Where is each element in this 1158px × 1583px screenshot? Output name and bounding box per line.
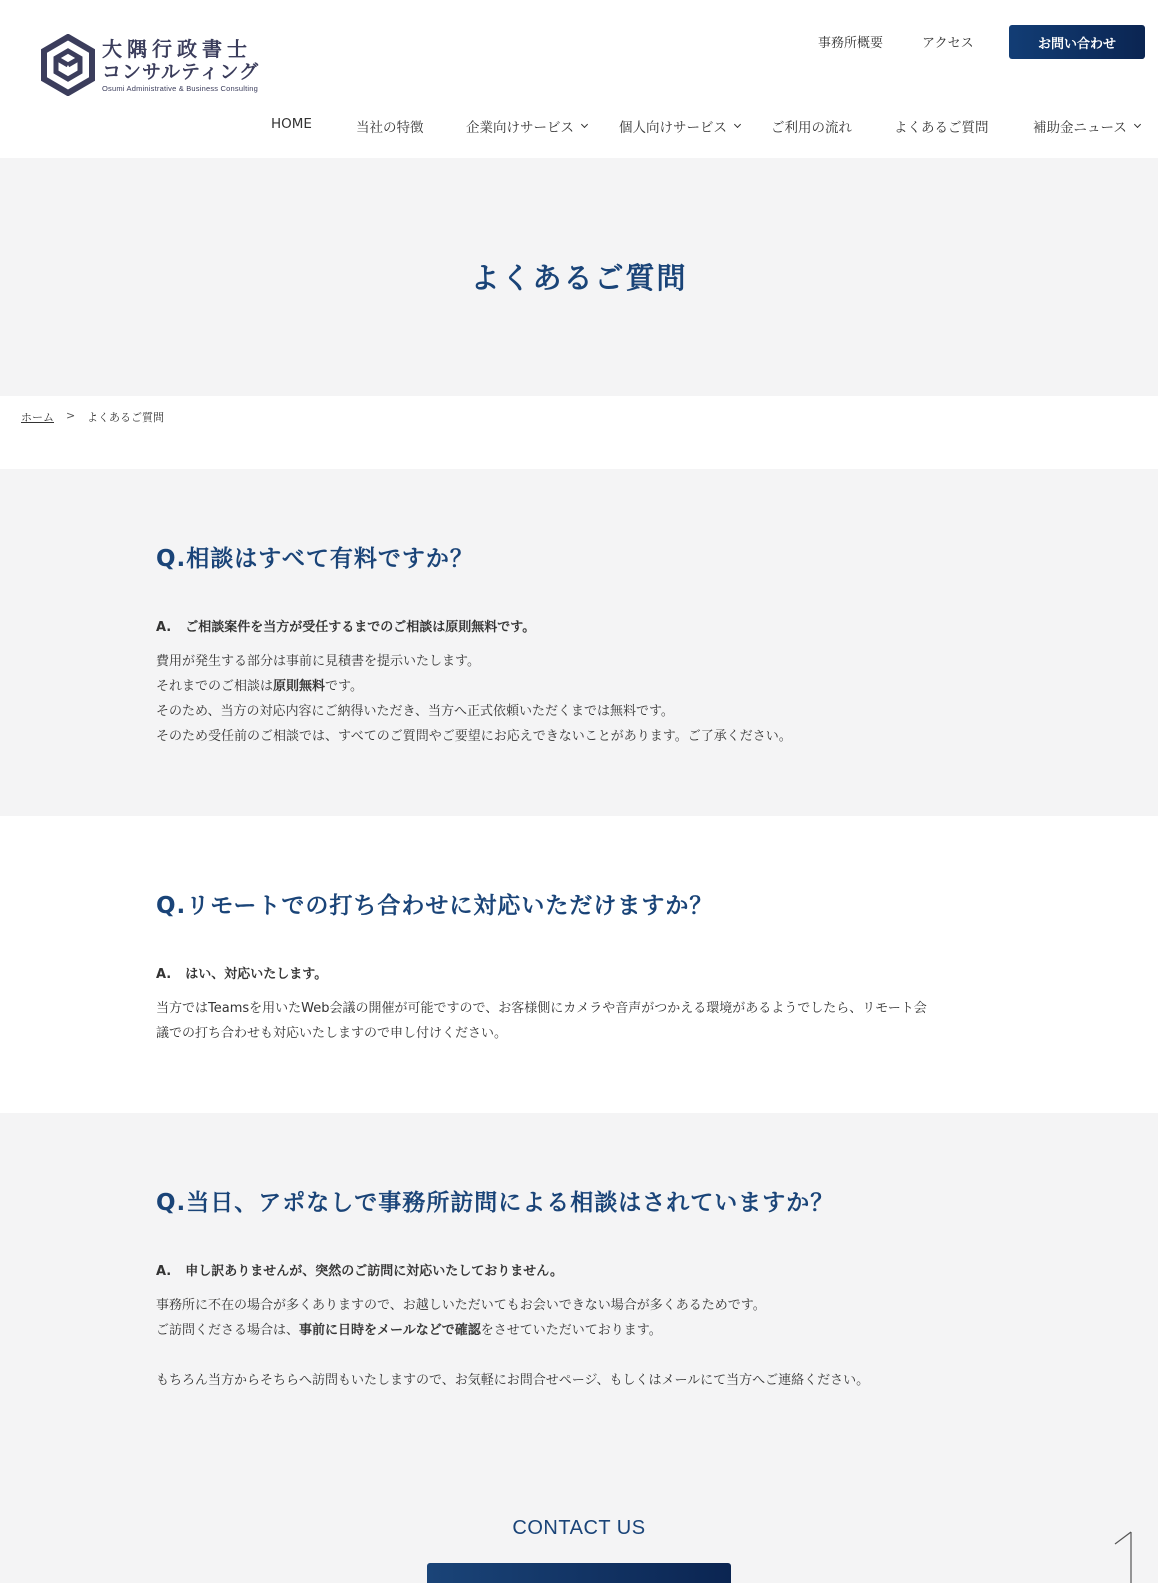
answer-text: 申し訳ありませんが、突然のご訪問に対応いたしておりません。 — [185, 1264, 564, 1279]
breadcrumb-home-link[interactable]: ホーム — [21, 411, 54, 424]
faq-answer — [156, 616, 535, 635]
faq-item — [0, 816, 1158, 1113]
body-line: 当方ではTeamsを用いたWeb会議の開催が可能ですので、お客様側にカメラや音声がつかえる環境があるようでしたら、リモート会 — [156, 1001, 927, 1016]
nav-item-faq[interactable] — [894, 116, 989, 136]
faq-answer — [156, 1260, 563, 1279]
faq-item — [0, 1113, 1158, 1583]
nav-item-home[interactable] — [271, 116, 312, 132]
nav-item-label: 企業向けサービス — [466, 120, 574, 136]
logo-name: 大隅行政書士 — [102, 36, 252, 61]
faq-question: Q.当日、アポなしで事務所訪問による相談はされていますか？ — [156, 1190, 835, 1216]
contact-section-title: CONTACT US — [512, 1517, 646, 1539]
faq-question: Q.リモートでの打ち合わせに対応いただけますか？ — [156, 893, 714, 919]
chevron-down-icon — [1134, 121, 1141, 128]
answer-text: はい、対応いたします。 — [185, 967, 328, 982]
nav-item-label: 補助金ニュース — [1033, 120, 1127, 136]
chevron-down-icon — [734, 121, 741, 128]
util-link-office-overview[interactable]: 事務所概要 — [818, 36, 884, 51]
logo-english-name: Osumi Administrative & Business Consulting — [102, 83, 258, 93]
nav-item-personal-services[interactable] — [619, 116, 740, 136]
nav-item-label: HOME — [271, 116, 312, 132]
nav-item-label: ご利用の流れ — [771, 120, 852, 136]
answer-mark: A. — [156, 1264, 172, 1279]
site-logo[interactable] — [40, 34, 259, 96]
nav-item-label: よくあるご質問 — [894, 120, 989, 136]
body-line — [156, 674, 1006, 699]
faq-body — [156, 649, 1006, 749]
nav-item-label: 個人向けサービス — [619, 120, 727, 136]
body-line: もちろん当方からそちらへ訪問もいたしますので、お気軽にお問合せページ、もしくはメールにて当方へご連絡ください。 — [156, 1373, 870, 1388]
nav-item-label: 当社の特徴 — [356, 120, 424, 136]
logo-subname: コンサルティング — [102, 60, 260, 83]
body-emphasis: 事前に日時をメールなどで確認 — [299, 1323, 481, 1338]
body-line: 事務所に不在の場合が多くありますので、お越しいただいてもお会いできない場合が多くあるためです。 — [156, 1298, 766, 1313]
nav-item-usage-flow[interactable] — [771, 116, 852, 136]
chevron-down-icon — [581, 121, 588, 128]
nav-item-features[interactable] — [356, 116, 424, 136]
answer-mark: A. — [156, 967, 172, 982]
body-line: そのため受任前のご相談では、すべてのご質問やご要望にお応えできないことがあります。ご了承ください。 — [156, 729, 792, 744]
body-spacer — [156, 1343, 1006, 1368]
body-line: そのため、当方の対応内容にご納得いただき、当方へ正式依頼いただくまでは無料です。 — [156, 704, 674, 719]
nav-item-subsidy-news[interactable] — [1033, 116, 1140, 136]
body-text: それまでのご相談は — [156, 679, 274, 694]
nav-item-corporate-services[interactable] — [466, 116, 587, 136]
body-text: です。 — [325, 679, 363, 694]
hexagon-logo-icon — [40, 34, 96, 96]
faq-answer — [156, 963, 327, 982]
body-text: をさせていただいております。 — [480, 1323, 662, 1338]
body-emphasis: 原則無料 — [273, 679, 326, 694]
breadcrumb — [0, 396, 1158, 469]
body-line — [156, 1318, 1006, 1343]
breadcrumb-separator: > — [66, 409, 76, 422]
body-text: ご訪問くださる場合は、 — [156, 1323, 300, 1338]
faq-item — [0, 469, 1158, 816]
contact-cta-button[interactable]: お問い合わせ — [1009, 25, 1145, 59]
faq-question: Q.相談はすべて有料ですか？ — [156, 546, 474, 572]
page-title: よくあるご質問 — [470, 261, 688, 295]
faq-body — [156, 996, 1006, 1046]
contact-button[interactable] — [427, 1563, 731, 1583]
answer-text: ご相談案件を当方が受任するまでのご相談は原則無料です。 — [185, 620, 536, 635]
answer-mark: A. — [156, 620, 172, 635]
page-top-icon[interactable] — [1112, 1530, 1142, 1583]
breadcrumb-current: よくあるご質問 — [87, 411, 164, 424]
util-link-access[interactable]: アクセス — [922, 36, 974, 51]
body-line: 費用が発生する部分は事前に見積書を提示いたします。 — [156, 654, 480, 669]
site-header — [0, 0, 1158, 158]
faq-body — [156, 1293, 1006, 1393]
page-hero — [0, 158, 1158, 396]
body-line: 議での打ち合わせも対応いたしますので申し付けください。 — [156, 1026, 508, 1041]
logo-text — [102, 37, 259, 94]
